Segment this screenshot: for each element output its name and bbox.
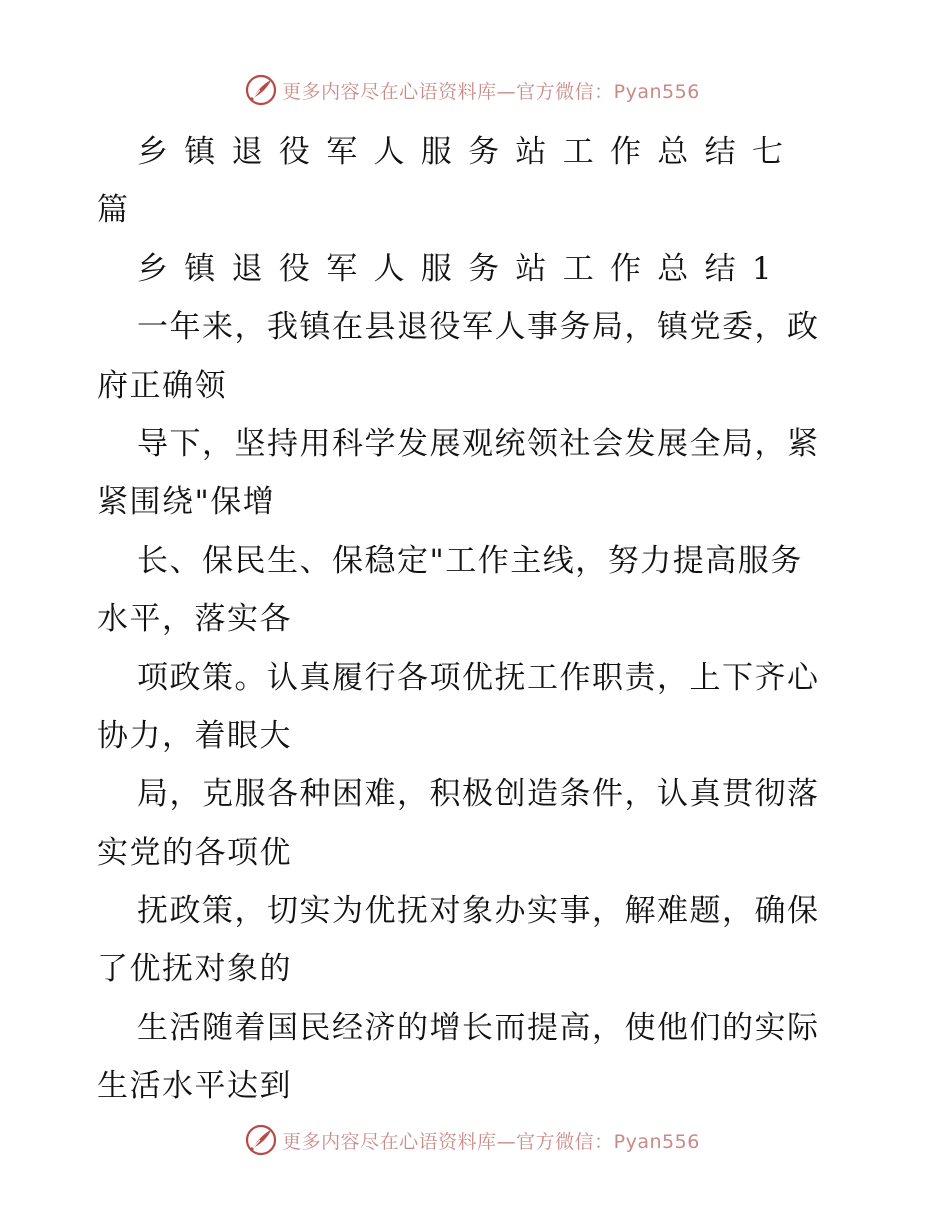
banner-site-text: 更多内容尽在心语资料库 bbox=[282, 1130, 497, 1153]
paragraph-line: 项政策。认真履行各项优抚工作职责，上下齐心 bbox=[137, 659, 820, 696]
banner-contact-text: 官方微信：Pyan556 bbox=[516, 1130, 700, 1153]
banner-dash: — bbox=[496, 80, 517, 103]
paragraph-line: 导下，坚持用科学发展观统领社会发展全局，紧 bbox=[137, 425, 820, 462]
banner-text bbox=[282, 1127, 700, 1154]
footer-banner bbox=[0, 1120, 950, 1160]
feather-pen-circle-icon bbox=[244, 73, 278, 107]
paragraph-line: 协力，着眼大 bbox=[97, 717, 292, 754]
feather-pen-circle-icon bbox=[244, 1123, 278, 1157]
paragraph-line: 局，克服各种困难，积极创造条件，认真贯彻落 bbox=[137, 776, 820, 813]
section-heading: 乡镇退役军人服务站工作总结1 bbox=[137, 250, 788, 287]
paragraph-line: 生活水平达到 bbox=[97, 1068, 292, 1105]
paragraph-line: 实党的各项优 bbox=[97, 834, 292, 871]
paragraph-line: 一年来，我镇在县退役军人事务局，镇党委，政 bbox=[137, 309, 820, 346]
header-banner bbox=[0, 70, 950, 110]
document-title-line-2: 篇 bbox=[97, 192, 145, 229]
banner-dash: — bbox=[496, 1130, 517, 1153]
paragraph-line: 府正确领 bbox=[97, 367, 227, 404]
paragraph-line: 抚政策，切实为优抚对象办实事，解难题，确保 bbox=[137, 893, 820, 930]
paragraph-line: 生活随着国民经济的增长而提高，使他们的实际 bbox=[137, 1009, 820, 1046]
banner-contact-text: 官方微信：Pyan556 bbox=[516, 80, 700, 103]
banner-text bbox=[282, 77, 700, 104]
paragraph-line: 了优抚对象的 bbox=[97, 951, 292, 988]
paragraph-line: 紧围绕"保增 bbox=[97, 484, 276, 521]
document-title-line-1: 乡镇退役军人服务站工作总结七 bbox=[137, 134, 800, 170]
paragraph-line: 水平，落实各 bbox=[97, 601, 292, 638]
banner-site-text: 更多内容尽在心语资料库 bbox=[282, 80, 497, 103]
document-body bbox=[97, 123, 857, 1116]
paragraph-line: 长、保民生、保稳定"工作主线，努力提高服务 bbox=[137, 542, 803, 579]
